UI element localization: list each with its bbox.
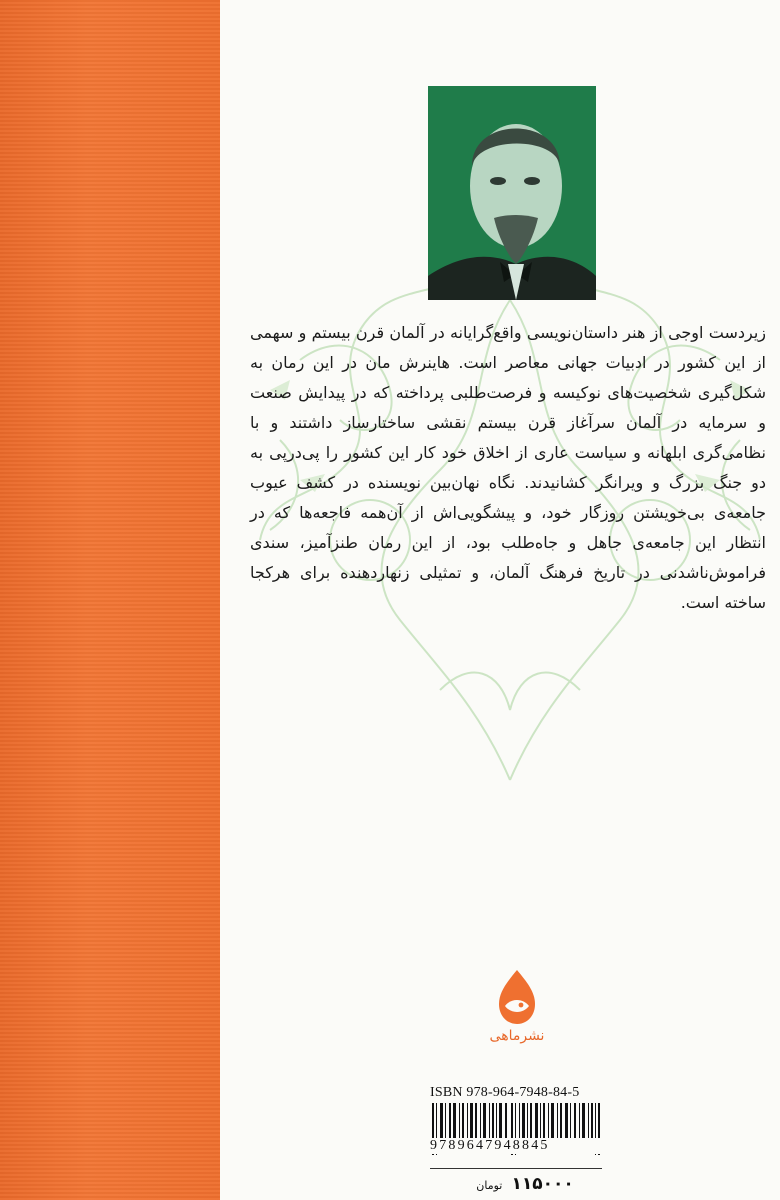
barcode-digits: 9789647948845 bbox=[428, 1138, 604, 1154]
author-portrait bbox=[428, 86, 596, 300]
publisher-name: نشرماهی bbox=[489, 1028, 545, 1044]
fish-logo-icon bbox=[495, 968, 539, 1026]
publisher-logo bbox=[475, 968, 559, 1044]
price-currency: تومان bbox=[476, 1179, 503, 1192]
price-amount: ۱۱۵۰۰۰ bbox=[511, 1174, 574, 1194]
isbn-label: ISBN 978-964-7948-84-5 bbox=[430, 1085, 580, 1100]
orange-spine bbox=[0, 0, 220, 1200]
back-cover-blurb: زیردست اوجی از هنر داستان‌نویسی واقع‌گرایانه در آلمان قرن بیستم و سهمی از این کشور در ادبیات جهانی معاصر است. هاینرش مان در این رمان به شکل‌گیری شخصیت‌های نوکیسه و فرصت‌طلبی پرداخته که در پیدایش صنعت و سرمایه در آلمان سرآغاز قرن بیستم نقشی ساختارساز داشتند و با نظامی‌گری ابلهانه و سیاست عاری از اخلاق خود کار این کشور را پی‌درپی به دو جنگ بزرگ و ویرانگر کشانیدند. نگاه نهان‌بین نویسنده در کشف عیوب جامعه‌ی بی‌خویشتن روزگار خود، و پیشگویی‌اش از آن‌همه فاجعه‌ها که در انتظار این جامعه‌ی جاهل و جاه‌طلب بود، از این رمان طنزآمیز، سندی فراموش‌ناشدنی در تاریخ فرهنگ آلمان، و تمثیلی زنهاردهنده برای هرکجا ساخته است. bbox=[250, 323, 766, 612]
price bbox=[470, 1174, 580, 1194]
price-divider bbox=[430, 1168, 602, 1169]
